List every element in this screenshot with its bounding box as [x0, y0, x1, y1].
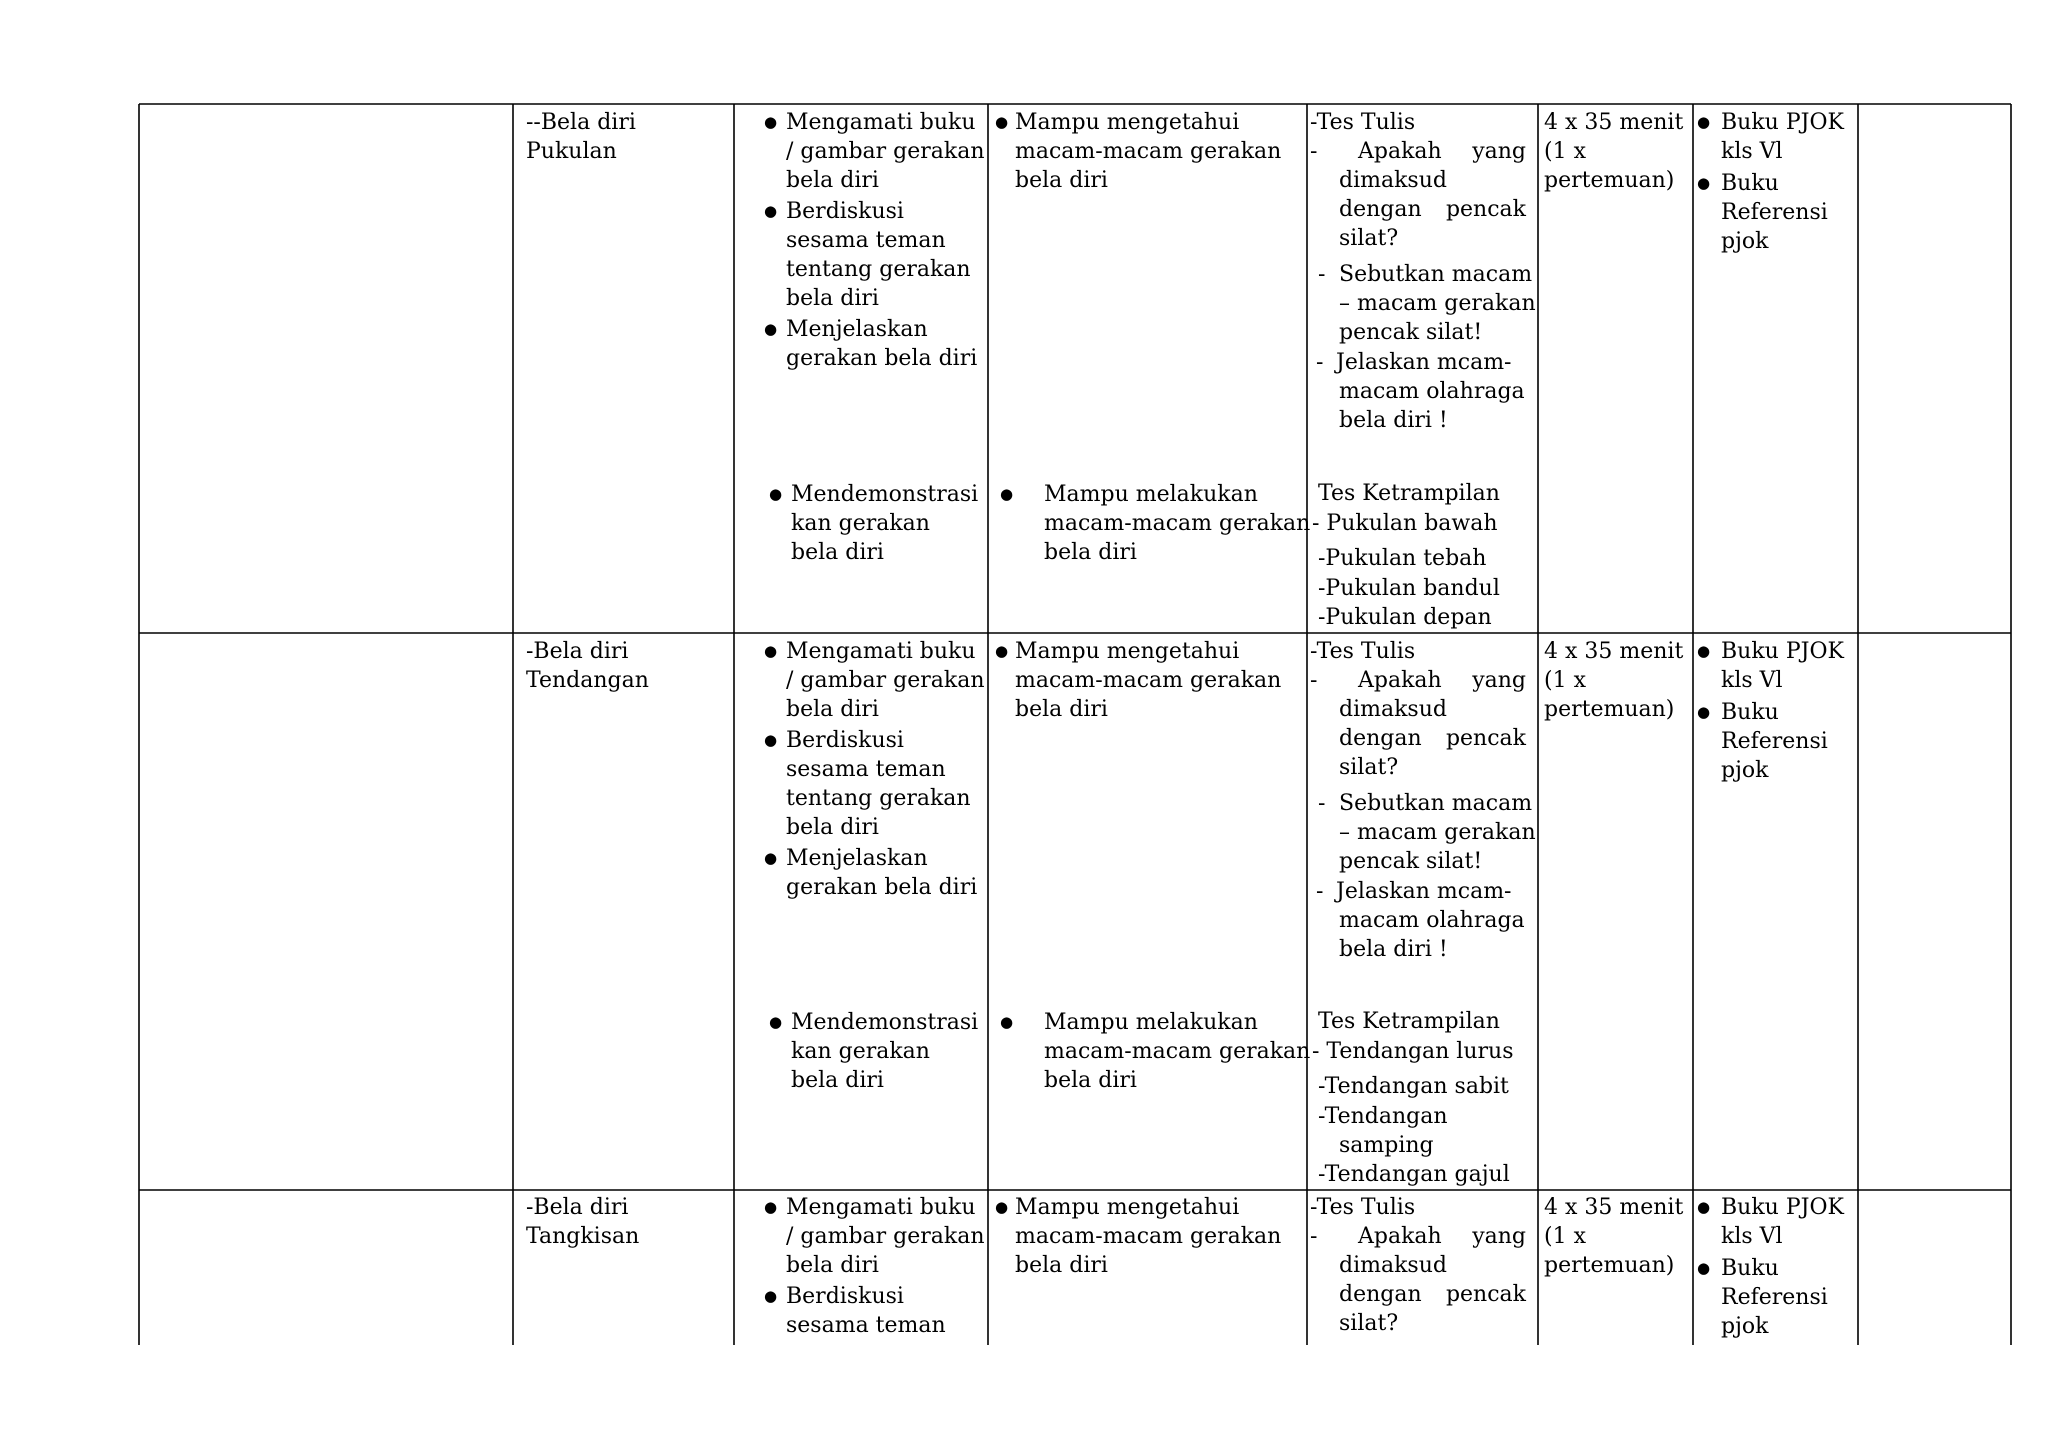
tes-ketrampilan-title: Tes Ketrampilan	[1318, 1009, 1500, 1034]
bullet-icon: ●	[995, 642, 1009, 660]
ketrampilan-item: -Tendangan gajul	[1318, 1162, 1510, 1187]
bullet-icon: ●	[764, 202, 778, 220]
indikator-line: bela diri	[1015, 168, 1108, 193]
question-line: dimaksud	[1339, 168, 1447, 193]
sumber-item: ● Buku PJOK kls Vl	[1697, 110, 1844, 164]
question-line: silat?	[1339, 226, 1399, 251]
bullet-icon: ●	[764, 1287, 778, 1305]
kegiatan-line: Mengamati buku	[786, 110, 976, 135]
kegiatan-item	[764, 108, 985, 195]
question-line: silat?	[1339, 755, 1399, 780]
sumber-item: ● Buku PJOK kls Vl	[1697, 1195, 1844, 1249]
kegiatan-item: ● Berdiskusi sesama teman tentang gerakan bela diri	[764, 728, 971, 840]
tes-ketrampilan-title: Tes Ketrampilan	[1318, 481, 1500, 506]
tes-tulis-title: -Tes Tulis	[1310, 1195, 1416, 1220]
bullet-icon: ●	[764, 1198, 778, 1216]
materi-cell: -Bela diri Tendangan	[526, 639, 649, 693]
ketrampilan-item: -Tendangan	[1318, 1104, 1448, 1129]
question-block: Sebutkan macam – macam gerakan pencak silat!	[1339, 262, 1536, 345]
indikator-list	[995, 108, 1282, 195]
question-line: - Apakah yang	[1310, 139, 1526, 164]
kegiatan-item	[764, 197, 985, 313]
kegiatan-list	[769, 480, 979, 567]
indikator-item: ● Mampu mengetahui macam-macam gerakan bela diri	[995, 639, 1282, 722]
indikator-item: ● Mampu mengetahui macam-macam gerakan bela diri	[995, 1195, 1282, 1278]
sumber-item: ● Buku Referensi pjok	[1697, 1256, 1828, 1339]
kegiatan-line: sesama teman	[786, 228, 946, 253]
question-line: dengan pencak	[1339, 1282, 1526, 1307]
bullet-icon: ●	[764, 320, 778, 338]
question-line: - Apakah yang	[1310, 668, 1526, 693]
question-block: Jelaskan mcam- macam olahraga bela diri !	[1336, 350, 1525, 433]
sumber-item: ● Buku Referensi pjok	[1697, 700, 1828, 783]
indikator-item: ● Mampu melakukan macam-macam gerakan bela diri	[1000, 1010, 1311, 1093]
kegiatan-item: ● Mengamati buku / gambar gerakan bela diri	[764, 639, 985, 722]
kegiatan-line: Berdiskusi	[786, 199, 904, 224]
indikator-item	[995, 108, 1282, 195]
kegiatan-line: Menjelaskan	[786, 317, 928, 342]
materi-line: --Bela diri	[526, 110, 636, 135]
sumber-item: ● Buku Referensi pjok	[1697, 171, 1828, 254]
waktu-cell: 4 x 35 menit (1 x pertemuan)	[1544, 1195, 1684, 1278]
bullet-icon: ●	[1697, 642, 1711, 660]
bullet-icon: ●	[764, 731, 778, 749]
kegiatan-line: bela diri	[791, 540, 884, 565]
indikator-line: macam-macam gerakan	[1015, 139, 1282, 164]
ketrampilan-item: -Pukulan tebah	[1318, 546, 1487, 571]
kegiatan-item: ● Berdiskusi sesama teman	[764, 1284, 946, 1338]
bullet-icon: ●	[1000, 1013, 1014, 1031]
bullet-icon: ●	[769, 485, 783, 503]
tes-tulis-title: -Tes Tulis	[1310, 639, 1416, 664]
waktu-cell: 4 x 35 menit (1 x pertemuan)	[1544, 110, 1684, 193]
ketrampilan-item: - Tendangan lurus	[1312, 1039, 1514, 1064]
ketrampilan-item: - Pukulan bawah	[1312, 511, 1498, 536]
kegiatan-line: kan gerakan	[791, 511, 930, 536]
dash-marker: -	[1316, 350, 1324, 375]
question-line: silat?	[1339, 1311, 1399, 1336]
kegiatan-line: / gambar gerakan	[786, 139, 985, 164]
indikator-list	[995, 637, 1282, 724]
bullet-icon: ●	[764, 849, 778, 867]
bullet-icon: ●	[1697, 1259, 1711, 1277]
sumber-item: ● Buku PJOK kls Vl	[1697, 639, 1844, 693]
question-block: Sebutkan macam – macam gerakan pencak silat!	[1339, 791, 1536, 874]
dash-marker: -	[1316, 879, 1324, 904]
bullet-icon: ●	[1000, 485, 1014, 503]
indikator-list	[995, 1193, 1282, 1280]
bullet-icon: ●	[764, 113, 778, 131]
bullet-icon: ●	[1697, 113, 1711, 131]
kegiatan-list	[764, 637, 985, 902]
kegiatan-item	[769, 480, 979, 567]
sumber-list	[1697, 637, 1844, 785]
materi-cell	[526, 108, 636, 166]
kegiatan-line: tentang gerakan	[786, 257, 971, 282]
indikator-line: Mampu melakukan	[1044, 482, 1258, 507]
indikator-line: Mampu mengetahui	[1015, 110, 1240, 135]
sumber-list	[1697, 1193, 1844, 1341]
indikator-line: bela diri	[1044, 540, 1137, 565]
kegiatan-item	[764, 315, 985, 373]
indikator-item	[1000, 480, 1311, 567]
bullet-icon: ●	[1697, 1198, 1711, 1216]
question-block: Jelaskan mcam- macam olahraga bela diri !	[1336, 879, 1525, 962]
question-line: - Apakah yang	[1310, 1224, 1526, 1249]
ketrampilan-item: samping	[1339, 1133, 1434, 1158]
bullet-icon: ●	[995, 1198, 1009, 1216]
ketrampilan-item: -Pukulan bandul	[1318, 576, 1500, 601]
indikator-list	[1000, 480, 1311, 567]
materi-line: Pukulan	[526, 139, 617, 164]
bullet-icon: ●	[1697, 703, 1711, 721]
ketrampilan-item: -Pukulan depan	[1318, 605, 1492, 630]
indikator-line: macam-macam gerakan	[1044, 511, 1311, 536]
dash-marker: -	[1318, 262, 1326, 287]
question-line: dimaksud	[1339, 1253, 1447, 1278]
bullet-icon: ●	[995, 113, 1009, 131]
kegiatan-list	[769, 1008, 979, 1095]
bullet-icon: ●	[769, 1013, 783, 1031]
materi-cell: -Bela diri Tangkisan	[526, 1195, 640, 1249]
sumber-list	[1697, 108, 1844, 256]
tes-tulis-title: -Tes Tulis	[1310, 110, 1416, 135]
kegiatan-line: Mendemonstrasi	[791, 482, 979, 507]
waktu-cell: 4 x 35 menit (1 x pertemuan)	[1544, 639, 1684, 722]
question-line: dimaksud	[1339, 697, 1447, 722]
kegiatan-item: ● Mengamati buku / gambar gerakan bela diri	[764, 1195, 985, 1278]
kegiatan-list	[764, 1193, 985, 1340]
ketrampilan-item: -Tendangan sabit	[1318, 1074, 1509, 1099]
dash-marker: -	[1318, 791, 1326, 816]
kegiatan-line: bela diri	[786, 168, 879, 193]
kegiatan-item: ● Mendemonstrasi kan gerakan bela diri	[769, 1010, 979, 1093]
indikator-list	[1000, 1008, 1311, 1095]
bullet-icon: ●	[1697, 174, 1711, 192]
kegiatan-item: ● Menjelaskan gerakan bela diri	[764, 846, 978, 900]
bullet-icon: ●	[764, 642, 778, 660]
kegiatan-line: bela diri	[786, 286, 879, 311]
question-line: dengan pencak	[1339, 197, 1526, 222]
kegiatan-line: gerakan bela diri	[786, 346, 978, 371]
kegiatan-list	[764, 108, 985, 373]
question-line: dengan pencak	[1339, 726, 1526, 751]
